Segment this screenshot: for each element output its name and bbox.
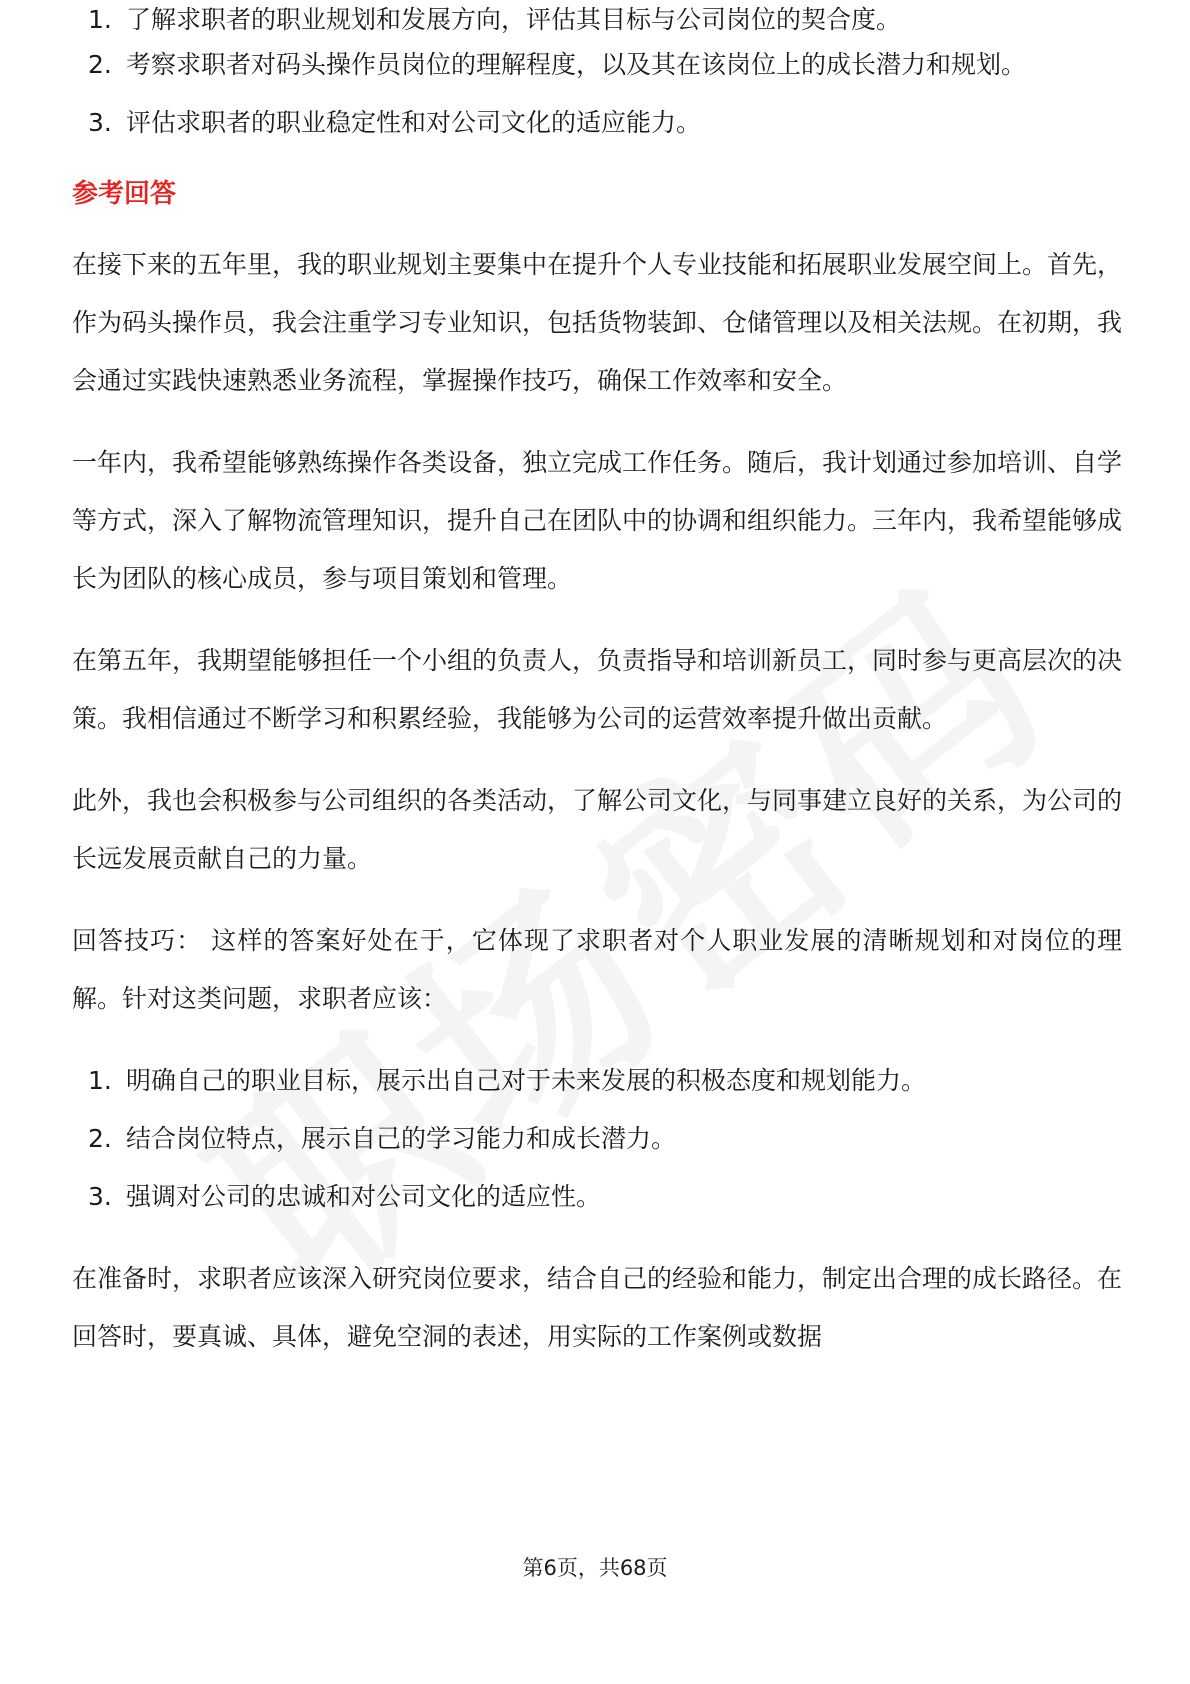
list-number: 2. <box>88 50 112 79</box>
list-text: 强调对公司的忠诚和对公司文化的适应性。 <box>126 1182 602 1211</box>
list-number: 2. <box>88 1124 112 1153</box>
paragraph: 一年内，我希望能够熟练操作各类设备，独立完成工作任务。随后，我计划通过参加培训、自学等方式，深入了解物流管理知识，提升自己在团队中的协调和组织能力。三年内，我希望能够成长为团队的核心成员，参与项目策划和管理。 <box>72 448 1123 593</box>
list-item <box>72 36 1122 94</box>
section-heading: 参考回答 <box>72 179 177 209</box>
page-content <box>72 5 1123 1390</box>
list-item <box>72 1168 1122 1226</box>
clipped-list-item-wrapper <box>72 0 1122 36</box>
list-number: 1. <box>88 5 112 34</box>
page-number-footer: 第6页，共68页 <box>522 1556 668 1580</box>
list-text: 考察求职者对码头操作员岗位的理解程度，以及其在该岗位上的成长潜力和规划。 <box>126 50 1027 79</box>
list-number: 3. <box>88 108 112 137</box>
list-text: 结合岗位特点，展示自己的学习能力和成长潜力。 <box>126 1124 677 1153</box>
objective-list <box>72 36 1122 152</box>
paragraph: 回答技巧： 这样的答案好处在于，它体现了求职者对个人职业发展的清晰规划和对岗位的理解。针对这类问题，求职者应该： <box>72 926 1122 1013</box>
paragraph: 在第五年，我期望能够担任一个小组的负责人，负责指导和培训新员工，同时参与更高层次的决策。我相信通过不断学习和积累经验，我能够为公司的运营效率提升做出贡献。 <box>72 646 1123 733</box>
paragraph: 此外，我也会积极参与公司组织的各类活动，了解公司文化，与同事建立良好的关系，为公司的长远发展贡献自己的力量。 <box>72 786 1123 873</box>
list-item <box>72 1110 1122 1168</box>
list-text: 评估求职者的职业稳定性和对公司文化的适应能力。 <box>126 108 702 137</box>
paragraph: 在准备时，求职者应该深入研究岗位要求，结合自己的经验和能力，制定出合理的成长路径。在回答时，要真诚、具体，避免空洞的表述，用实际的工作案例或数据 <box>72 1264 1123 1351</box>
list-text: 了解求职者的职业规划和发展方向，评估其目标与公司岗位的契合度。 <box>126 5 902 34</box>
list-item <box>72 1052 1122 1110</box>
list-text: 明确自己的职业目标，展示出自己对于未来发展的积极态度和规划能力。 <box>126 1066 927 1095</box>
list-number: 1. <box>88 1066 112 1095</box>
tips-list <box>72 1052 1122 1226</box>
list-number: 3. <box>88 1182 112 1211</box>
list-item <box>72 94 1122 152</box>
paragraph: 在接下来的五年里，我的职业规划主要集中在提升个人专业技能和拓展职业发展空间上。首先，作为码头操作员，我会注重学习专业知识，包括货物装卸、仓储管理以及相关法规。在初期，我会通过实践快速熟悉业务流程，掌握操作技巧，确保工作效率和安全。 <box>72 250 1123 395</box>
